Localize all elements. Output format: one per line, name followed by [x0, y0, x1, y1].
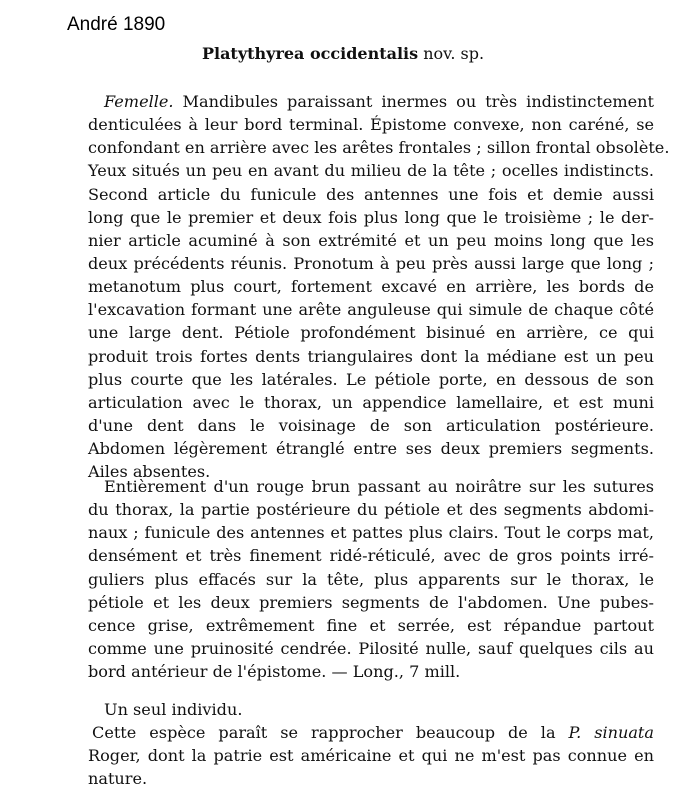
text-line: Abdomen légèrement étranglé entre ses deux premiers segments.	[88, 439, 654, 459]
text-line: metanotum plus court, fortement excavé en arrière, les bords de	[88, 277, 654, 297]
header-note: André 1890	[67, 14, 166, 35]
text-line: d'une dent dans le voisinage de son articulation postérieure.	[88, 415, 654, 435]
text-line: Yeux situés un peu en avant du milieu de la tête ; ocelles indistincts.	[88, 161, 654, 181]
text-line: du thorax, la partie postérieure du pétiole et des segments abdomi-	[88, 500, 654, 520]
species-suffix: nov. sp.	[423, 44, 485, 63]
species-reference: P. sinuata	[568, 723, 654, 743]
species-title	[0, 42, 686, 66]
text-line: pétiole et les deux premiers segments de l'abdomen. Une pubes-	[88, 592, 654, 612]
text-line: guliers plus effacés sur la tête, plus apparents sur le thorax, le	[88, 569, 654, 589]
text-line: confondant en arrière avec les arêtes frontales ; sillon frontal obsolète.	[88, 138, 670, 158]
text-line: Femelle. Mandibules paraissant inermes ou très indistinctement	[104, 92, 654, 111]
text-line: denticulées à leur bord terminal. Épistome convexe, non caréné, se	[88, 115, 654, 135]
text-line: Roger, dont la patrie est américaine et qui ne m'est pas connue en	[88, 746, 654, 766]
text-line: nature.	[88, 769, 148, 789]
text-line: naux ; funicule des antennes et pattes plus clairs. Tout le corps mat,	[88, 523, 654, 543]
lead-italic: Femelle.	[104, 92, 174, 111]
text-line: nier article acuminé à son extrémité et un peu moins long que les	[88, 230, 654, 250]
text-line: Cette espèce paraît se rapprocher beaucoup de la P. sinuata	[92, 723, 654, 743]
text-line: Ailes absentes.	[88, 462, 211, 482]
paragraph-coloration	[88, 475, 654, 683]
text-line: l'excavation formant une arête anguleuse qui simule de chaque côté	[88, 300, 654, 320]
text-line: long que le premier et deux fois plus long que le troisième ; le der-	[88, 207, 654, 227]
text-line: deux précédents réunis. Pronotum à peu près aussi large que long ;	[88, 253, 654, 273]
paragraph-description	[88, 90, 670, 483]
text-line: bord antérieur de l'épistome. — Long., 7 mill.	[88, 662, 461, 682]
text-line: cence grise, extrêmement fine et serrée, est répandue partout	[88, 615, 654, 635]
text-line: Un seul individu.	[104, 700, 243, 719]
paragraph-remarks	[88, 698, 654, 791]
text-line: une large dent. Pétiole profondément bisinué en arrière, ce qui	[88, 323, 654, 343]
text-line: plus courte que les latérales. Le pétiole porte, en dessous de son	[88, 369, 654, 389]
text-line: articulation avec le thorax, un appendice lamellaire, et est muni	[88, 392, 654, 412]
text-line: Entièrement d'un rouge brun passant au noirâtre sur les sutures	[104, 477, 654, 496]
text-line: comme une pruinosité cendrée. Pilosité nulle, sauf quelques cils au	[88, 638, 654, 658]
text-line: densément et très finement ridé-réticulé, avec de gros points irré-	[88, 546, 654, 566]
text-line: Second article du funicule des antennes une fois et demie aussi	[88, 184, 654, 204]
species-name: Platythyrea occidentalis	[201, 44, 419, 63]
text-line: produit trois fortes dents triangulaires dont la médiane est un peu	[88, 346, 654, 366]
